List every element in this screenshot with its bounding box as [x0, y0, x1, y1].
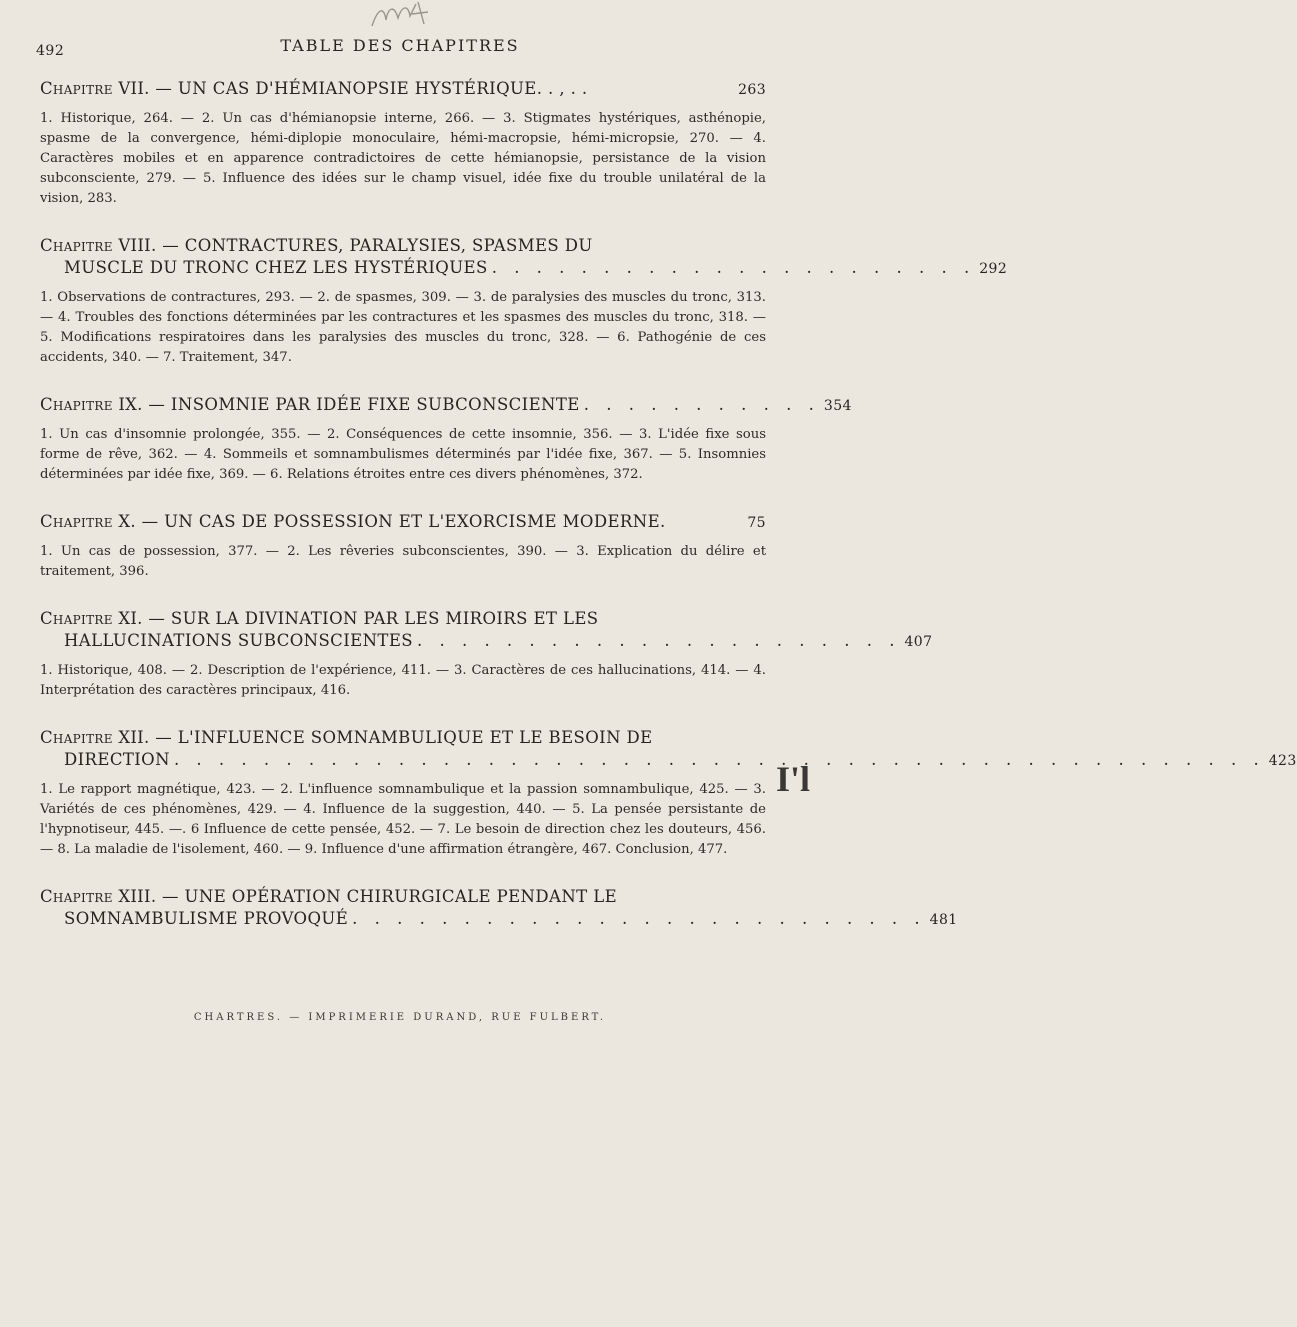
chapter-entry: [40, 235, 1008, 368]
chapter-title: — SUR LA DIVINATION PAR LES MIROIRS ET LES: [148, 609, 599, 628]
chapter-entry: [40, 511, 766, 582]
chapter-title-cont: DIRECTION: [64, 750, 170, 769]
chapter-label: Chapitre VII.: [40, 79, 150, 98]
chapter-page: 481: [929, 912, 958, 928]
chapter-summary: 1. Historique, 264. — 2. Un cas d'hémianopsie interne, 266. — 3. Stigmates hystériques, asthénopie, spasme de la convergence, hémi-diplopie monoculaire, hémi-macropsie, hémi-micropsie, 270. — 4. Caractères mobiles et en apparence contradictoires de cette hémianopsie, persistance de la vision subconsciente, 279. — 5. Influence des idées sur le champ visuel, idée fixe du trouble unilatéral de la vision, 283.: [40, 111, 766, 206]
chapter-label: Chapitre XI.: [40, 609, 143, 628]
chapter-entry: [40, 78, 766, 209]
chapter-title: — UN CAS D'HÉMIANOPSIE HYSTÉRIQUE. . , . .: [155, 79, 588, 98]
chapter-title: — INSOMNIE PAR IDÉE FIXE SUBCONSCIENTE: [148, 395, 580, 414]
chapter-entry: [40, 886, 958, 931]
chapter-title-cont: HALLUCINATIONS SUBCONSCIENTES: [64, 631, 413, 650]
chapter-summary: 1. Le rapport magnétique, 423. — 2. L'influence somnambulique et la passion somnambulique, 425. — 3. Variétés de ces phénomènes, 429. — 4. Influence de la suggestion, 440. — 5. La pensée persistante de l'hypnotiseur, 445. —. 6 Influence de cette pensée, 452. — 7. Le besoin de direction chez les douteurs, 456. — 8. La maladie de l'isolement, 460. — 9. Influence d'une affirmation étrangère, 467. Conclusion, 477.: [40, 782, 766, 857]
chapter-label: Chapitre X.: [40, 512, 136, 531]
chapter-label: Chapitre XII.: [40, 728, 150, 747]
chapter-summary: 1. Historique, 408. — 2. Description de l'expérience, 411. — 3. Caractères de ces hallucinations, 414. — 4. Interprétation des caractères principaux, 416.: [40, 663, 766, 698]
chapter-title: — UN CAS DE POSSESSION ET L'EXORCISME MODERNE.: [141, 512, 666, 531]
chapter-summary: 1. Un cas de possession, 377. — 2. Les rêveries subconscientes, 390. — 3. Explication du délire et traitement, 396.: [40, 544, 766, 579]
chapter-title-cont: MUSCLE DU TRONC CHEZ LES HYSTÉRIQUES: [64, 258, 488, 277]
chapter-title: — L'INFLUENCE SOMNAMBULIQUE ET LE BESOIN DE: [155, 728, 653, 747]
leader-dots: . . . . . . . . . . . . . . . . . . . . . . . . . . . . . . . . . . . . . . . . . . . . . . . . .: [173, 750, 1265, 769]
chapter-label: Chapitre IX.: [40, 395, 143, 414]
chapter-page: 423: [1268, 753, 1297, 769]
page-number: 492: [36, 43, 65, 59]
chapter-label: Chapitre VIII.: [40, 236, 157, 255]
margin-mark: I'l: [776, 759, 811, 799]
chapter-page: 354: [823, 398, 852, 414]
chapter-page: 407: [904, 634, 933, 650]
chapter-title: — UNE OPÉRATION CHIRURGICALE PENDANT LE: [162, 887, 618, 906]
chapter-title-cont: SOMNAMBULISME PROVOQUÉ: [64, 909, 349, 928]
chapter-entry: [40, 608, 933, 701]
table-of-contents: [40, 78, 1297, 957]
chapter-page: 75: [747, 515, 766, 531]
leader-dots: . . . . . . . . . . . . . . . . . . . . . . . . . .: [352, 909, 926, 928]
printer-imprint: CHARTRES. — IMPRIMERIE DURAND, RUE FULBERT.: [193, 1012, 607, 1023]
running-title: TABLE DES CHAPITRES: [280, 36, 520, 55]
chapter-entry: [40, 394, 852, 485]
leader-dots: . . . . . . . . . . .: [583, 395, 820, 414]
chapter-title: — CONTRACTURES, PARALYSIES, SPASMES DU: [162, 236, 593, 255]
chapter-entry: [40, 727, 1297, 860]
chapter-summary: 1. Observations de contractures, 293. — 2. de spasmes, 309. — 3. de paralysies des muscles du tronc, 313. — 4. Troubles des fonctions déterminées par les contractures et les spasmes des muscles du tronc, 318. — 5. Modifications respiratoires dans les paralysies des muscles du tronc, 328. — 6. Pathogénie de ces accidents, 340. — 7. Traitement, 347.: [40, 290, 766, 365]
leader-dots: . . . . . . . . . . . . . . . . . . . . . .: [416, 631, 901, 650]
chapter-page: 263: [738, 82, 766, 98]
leader-dots: . . . . . . . . . . . . . . . . . . . . . .: [491, 258, 976, 277]
chapter-summary: 1. Un cas d'insomnie prolongée, 355. — 2. Conséquences de cette insomnie, 356. — 3. L'idée fixe sous forme de rêve, 362. — 4. Sommeils et somnambulismes déterminés par l'idée fixe, 367. — 5. Insomnies déterminées par idée fixe, 369. — 6. Relations étroites entre ces divers phénomènes, 372.: [40, 427, 766, 482]
handwritten-scribble: [368, 0, 438, 30]
chapter-label: Chapitre XIII.: [40, 887, 157, 906]
chapter-page: 292: [979, 261, 1008, 277]
